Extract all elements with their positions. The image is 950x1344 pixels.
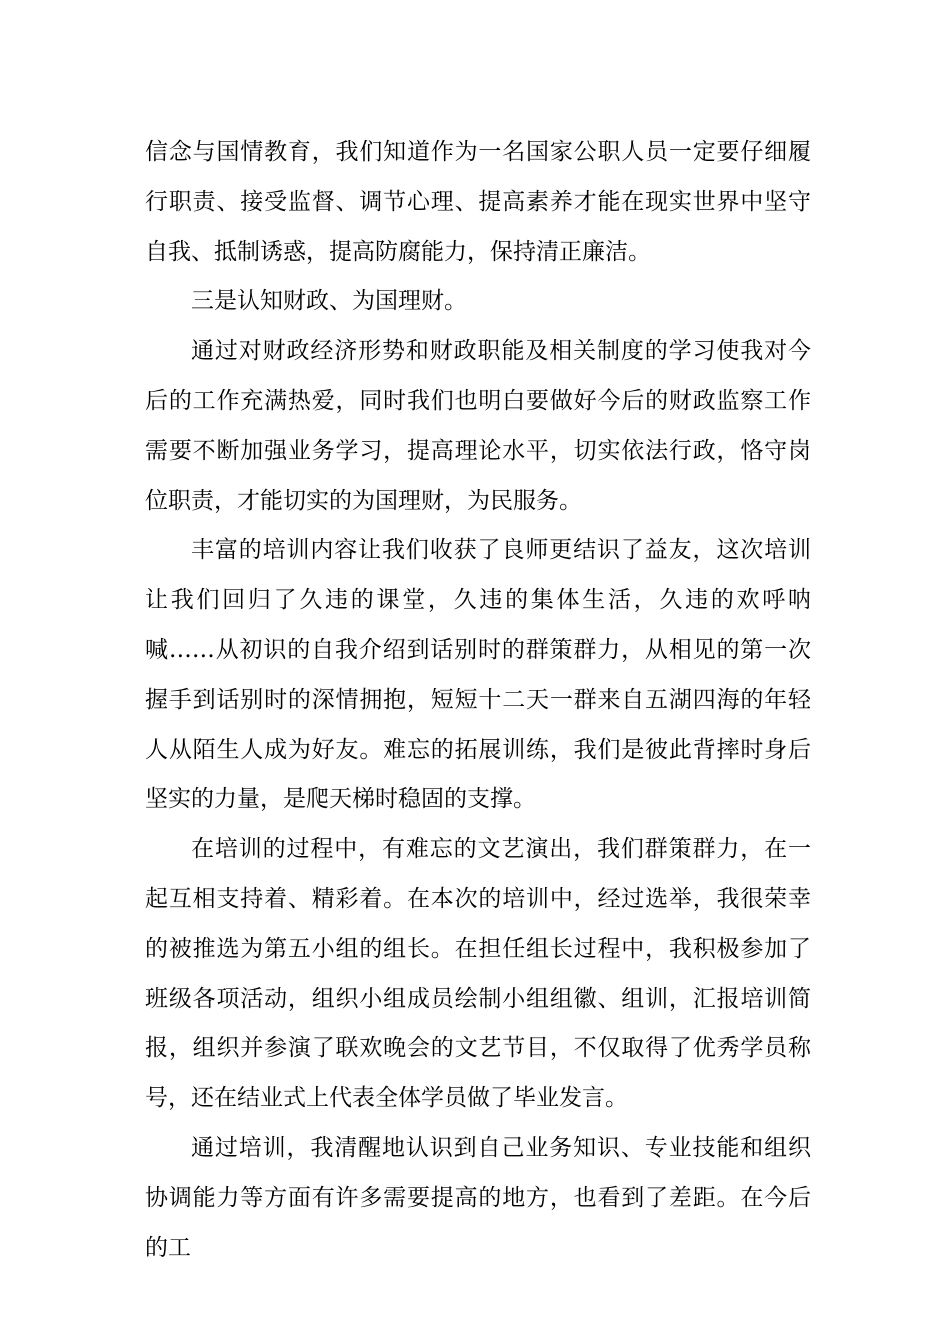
paragraph-4: 丰富的培训内容让我们收获了良师更结识了益友，这次培训让我们回归了久违的课堂，久违的集体生活，久违的欢呼呐喊……从初识的自我介绍到话别时的群策群力，从相见的第一次握手到话别时的深情拥抱，短短十二天一群来自五湖四海的年轻人从陌生人成为好友。难忘的拓展训练，我们是彼此背摔时身后坚实的力量，是爬天梯时稳固的支撑。	[145, 537, 811, 813]
paragraph-5: 在培训的过程中，有难忘的文艺演出，我们群策群力，在一起互相支持着、精彩着。在本次的培训中，经过选举，我很荣幸的被推选为第五小组的组长。在担任组长过程中，我积极参加了班级各项活动，组织小组成员绘制小组组徽、组训，汇报培训简报，组织并参演了联欢晚会的文艺节目，不仅取得了优秀学员称号，还在结业式上代表全体学员做了毕业发言。	[145, 836, 811, 1112]
paragraph-3: 通过对财政经济形势和财政职能及相关制度的学习使我对今后的工作充满热爱，同时我们也明白要做好今后的财政监察工作需要不断加强业务学习，提高理论水平，切实依法行政，恪守岗位职责，才能切实的为国理财，为民服务。	[145, 338, 811, 514]
paragraph-6: 通过培训，我清醒地认识到自己业务知识、专业技能和组织协调能力等方面有许多需要提高的地方，也看到了差距。在今后的工	[145, 1134, 811, 1261]
paragraph-1: 信念与国情教育，我们知道作为一名国家公职人员一定要仔细履行职责、接受监督、调节心理、提高素养才能在现实世界中坚守自我、抵制诱惑，提高防腐能力，保持清正廉洁。	[145, 139, 811, 265]
document-page	[145, 128, 811, 1273]
paragraph-2: 三是认知财政、为国理财。	[191, 288, 467, 315]
